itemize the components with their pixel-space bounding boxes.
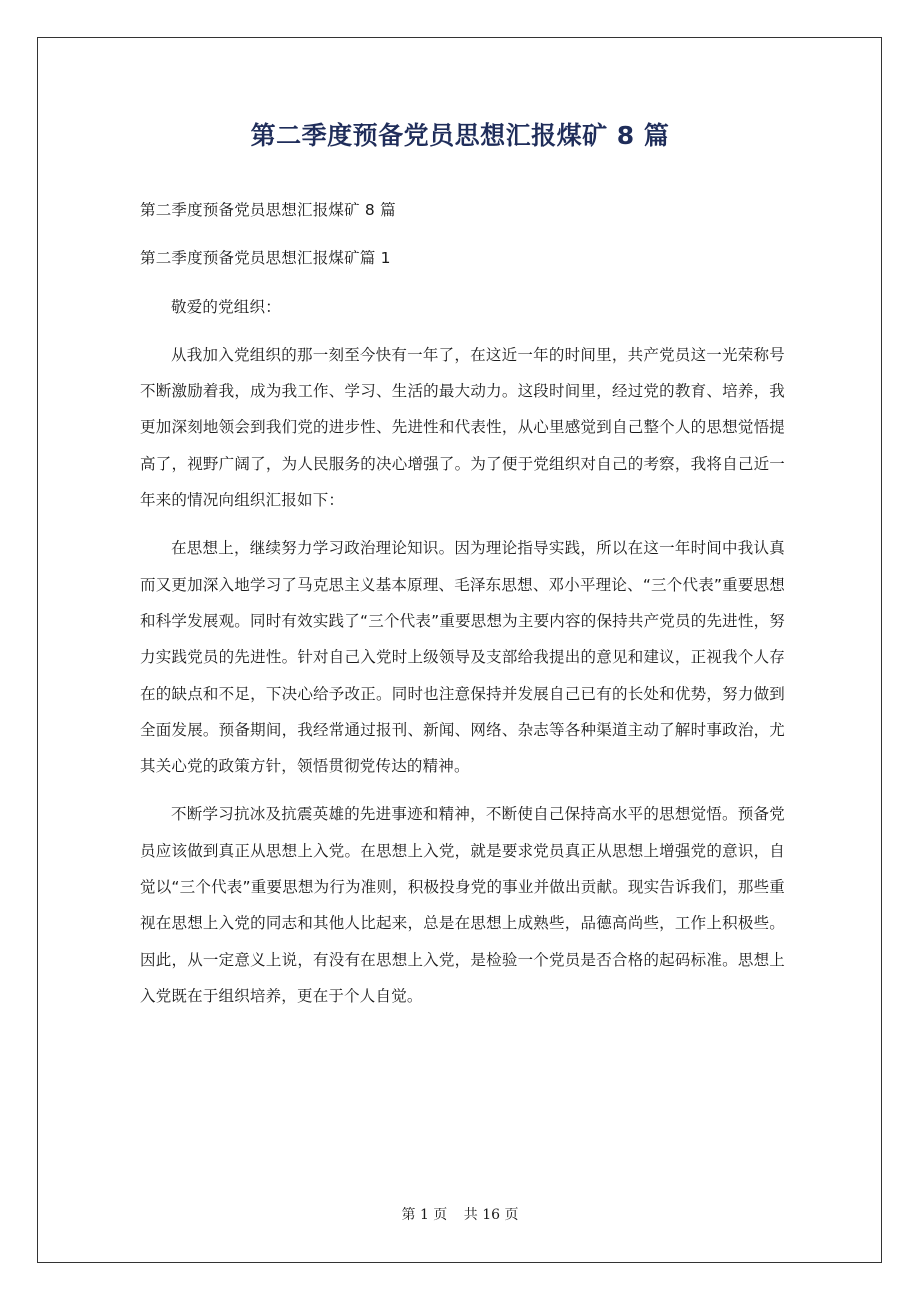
body-paragraph-1: 从我加入党组织的那一刻至今快有一年了，在这近一年的时间里，共产党员这一光荣称号不断激励着我，成为我工作、学习、生活的最大动力。这段时间里，经过党的教育、培养，我更加深刻地领会到我们党的进步性、先进性和代表性，从心里感觉到自己整个人的思想觉悟提高了，视野广阔了，为人民服务的决心增强了。为了便于党组织对自己的考察，我将自己近一年来的情况向组织汇报如下： [140, 345, 785, 510]
body-paragraph-3: 不断学习抗冰及抗震英雄的先进事迹和精神，不断使自己保持高水平的思想觉悟。预备党员应该做到真正从思想上入党。在思想上入党，就是要求党员真正从思想上增强党的意识，自觉以“三个代表”重要思想为行为准则，积极投身党的事业并做出贡献。现实告诉我们，那些重视在思想上入党的同志和其他人比起来，总是在思想上成熟些，品德高尚些，工作上积极些。因此，从一定意义上说，有没有在思想上入党，是检验一个党员是否合格的起码标准。思想上入党既在于组织培养，更在于个人自觉。 [140, 805, 785, 1005]
page-footer [0, 1205, 920, 1225]
subtitle-line: 第二季度预备党员思想汇报煤矿 8 篇 [140, 201, 396, 219]
salutation: 敬爱的党组织： [171, 297, 281, 316]
page-total: 共 16 页 [463, 1207, 519, 1223]
body-paragraph-2: 在思想上，继续努力学习政治理论知识。因为理论指导实践，所以在这一年时间中我认真而又更加深入地学习了马克思主义基本原理、毛泽东思想、邓小平理论、“三个代表”重要思想和科学发展观。同时有效实践了“三个代表”重要思想为主要内容的保持共产党员的先进性，努力实践党员的先进性。针对自己入党时上级领导及支部给我提出的意见和建议，正视我个人存在的缺点和不足，下决心给予改正。同时也注意保持并发展自己已有的长处和优势，努力做到全面发展。预备期间，我经常通过报刊、新闻、网络、杂志等各种渠道主动了解时事政治，尤其关心党的政策方针，领悟贯彻党传达的精神。 [140, 539, 785, 776]
page-number: 第 1 页 [401, 1207, 448, 1223]
document-title: 第二季度预备党员思想汇报煤矿 8 篇 [250, 121, 670, 150]
document-body [140, 192, 785, 1014]
section-heading: 第二季度预备党员思想汇报煤矿篇 1 [140, 249, 391, 268]
